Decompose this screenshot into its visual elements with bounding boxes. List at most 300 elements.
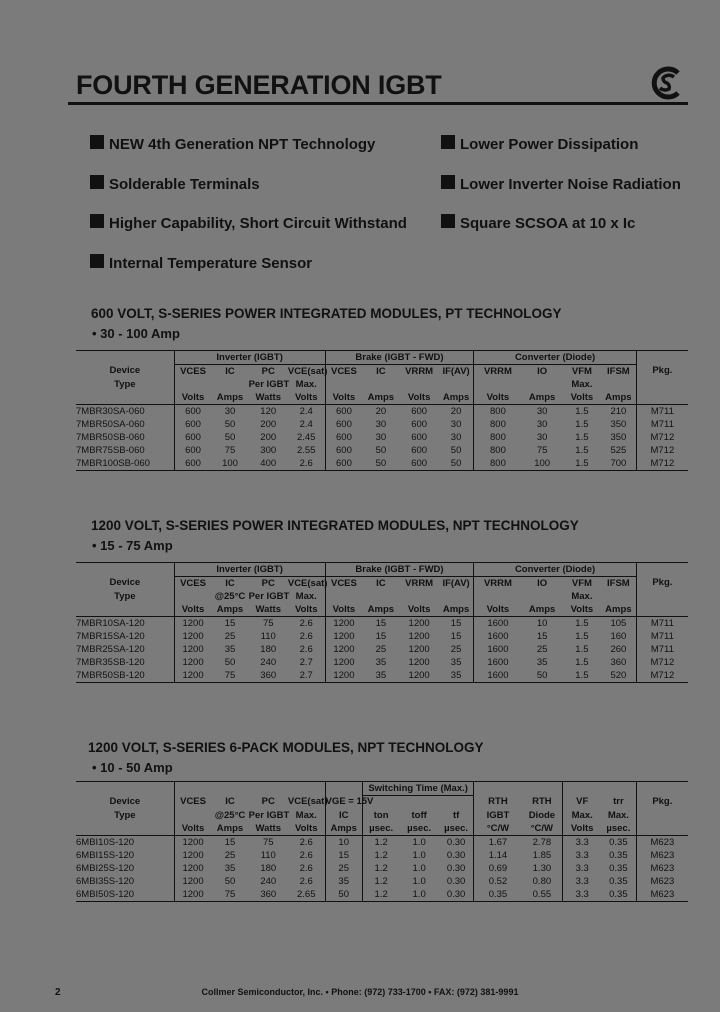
table-cell: 300 [260, 444, 277, 456]
table-cell: Amps [211, 822, 248, 836]
table-cell: 2.65 [288, 888, 325, 902]
table-row [76, 656, 688, 669]
table-cell [474, 378, 522, 391]
table-group-row [76, 351, 688, 365]
table-cell: µsec. [601, 822, 636, 836]
table-cell: M711 [636, 418, 688, 431]
table-cell: 110 [260, 630, 276, 642]
table-cell: 1.0 [412, 849, 426, 861]
table-cell: Amps [601, 391, 636, 405]
table-cell: 0.35 [609, 875, 628, 887]
table-cell: IC [376, 365, 386, 377]
title-rule [68, 102, 688, 105]
table-cell: Volts [399, 603, 438, 617]
table-cell: Max. [295, 590, 317, 602]
table-row [76, 457, 688, 471]
table-cell: 1200 [325, 630, 362, 643]
table-cell: 7MBR100SB-060 [76, 457, 174, 471]
table-cell: 1.2 [362, 888, 399, 902]
table-cell [211, 378, 248, 391]
section-title: 1200 VOLT, S-SERIES POWER INTEGRATED MODULES, NPT TECHNOLOGY [91, 518, 579, 533]
table-cell [362, 590, 399, 603]
table-cell: 0.35 [474, 888, 522, 902]
table-cell: IC [325, 809, 362, 822]
table-cell: 600 [174, 418, 211, 431]
table-cell: Type [114, 378, 136, 390]
table-header-row [76, 796, 688, 810]
table-cell: 1.67 [474, 836, 522, 850]
table-row [76, 836, 688, 850]
table-cell: Volts [325, 391, 362, 405]
table-cell [636, 782, 688, 796]
table-cell: 25 [224, 630, 236, 642]
table-cell: 600 [174, 444, 211, 457]
table-cell [521, 378, 562, 391]
table-cell: 400 [249, 457, 288, 471]
table-cell: 2.6 [299, 630, 313, 642]
table-cell [439, 378, 474, 391]
table-cell: Brake (IGBT - FWD) [325, 563, 474, 577]
table-cell: Converter (Diode) [474, 351, 636, 365]
feature-item: Higher Capability, Short Circuit Withstand [109, 215, 407, 232]
table-cell: 600 [411, 405, 428, 417]
table-cell: 6MBI50S-120 [76, 888, 174, 902]
table-cell: 2.6 [299, 862, 313, 874]
table-cell: M623 [636, 875, 688, 888]
table-cell: Per IGBT [248, 590, 290, 602]
table-header-row [76, 378, 688, 391]
table-cell [76, 603, 174, 617]
table-cell: 1600 [474, 656, 522, 669]
table-cell: 100 [211, 457, 248, 471]
data-table-6pack [76, 781, 688, 902]
table-row [76, 849, 688, 862]
table-cell: 75 [262, 617, 274, 629]
table-cell: Watts [249, 391, 288, 405]
table-cell [521, 590, 562, 603]
table-cell: VRRM [405, 365, 434, 377]
table-cell: M711 [636, 617, 688, 631]
table-cell: 20 [375, 405, 387, 417]
table-cell: 0.30 [446, 836, 466, 848]
table-cell: 2.6 [299, 617, 313, 629]
table-cell [325, 782, 362, 796]
table-cell: 1.2 [362, 849, 399, 862]
table-cell [76, 822, 174, 836]
table-cell: M623 [636, 849, 688, 862]
data-table-600v [76, 350, 688, 471]
table-cell: 0.35 [609, 836, 628, 848]
table-cell: M712 [636, 444, 688, 457]
table-cell: 50 [439, 457, 474, 471]
table-cell: 2.4 [299, 418, 313, 430]
table-cell: Volts [563, 822, 601, 836]
table-cell: M711 [636, 643, 688, 656]
page-number: 2 [55, 987, 61, 998]
table-cell: 1.14 [474, 849, 522, 862]
table-cell: 75 [536, 444, 548, 456]
table-cell: 1.5 [575, 656, 589, 668]
table-cell: 50 [325, 888, 362, 902]
table-cell: 30 [536, 431, 548, 443]
table-cell: 50 [224, 656, 236, 668]
table-cell: 3.3 [563, 836, 601, 850]
table-cell: 15 [450, 630, 462, 642]
table-row [76, 418, 688, 431]
table-cell: 600 [325, 457, 362, 471]
table-cell: 600 [399, 457, 438, 471]
table-cell [474, 590, 522, 603]
table-cell: 25 [325, 862, 362, 875]
table-cell: 1200 [325, 617, 362, 631]
table-cell: 1.5 [575, 418, 589, 430]
table-cell: IF(AV) [442, 577, 470, 589]
table-cell: 2.6 [288, 457, 325, 471]
table-cell: 30 [375, 431, 387, 443]
table-cell: 1200 [408, 617, 430, 629]
table-cell: 0.35 [601, 888, 636, 902]
section-range: • 30 - 100 Amp [92, 326, 180, 341]
table-cell: 120 [260, 405, 277, 417]
table-cell: 0.30 [446, 862, 466, 874]
table-cell: 800 [474, 457, 522, 471]
table-cell [439, 590, 474, 603]
table-cell: Pkg. [636, 365, 688, 379]
bullet-icon [441, 175, 455, 189]
table-cell: 0.69 [474, 862, 522, 875]
table-cell: Type [114, 590, 136, 602]
table-cell [76, 391, 174, 405]
table-cell: Volts [563, 391, 601, 405]
table-cell: VCES [325, 577, 362, 591]
table-cell: 7MBR25SA-120 [76, 643, 145, 655]
table-cell: 1.5 [575, 431, 589, 443]
table-cell: IO [537, 365, 548, 377]
table-cell: PC [261, 796, 275, 808]
table-cell: 30 [224, 405, 236, 417]
table-cell: 360 [610, 656, 627, 668]
table-cell [636, 590, 688, 603]
table-cell: µsec. [362, 822, 399, 836]
table-cell: 200 [260, 431, 277, 443]
table-cell: IF(AV) [442, 365, 470, 377]
table-cell: 2.55 [296, 444, 316, 456]
table-cell: M711 [636, 405, 688, 419]
table-cell [174, 590, 211, 603]
table-cell [636, 809, 688, 822]
table-cell: Per IGBT [248, 809, 290, 821]
section-range: • 10 - 50 Amp [92, 760, 173, 775]
table-cell: 2.6 [299, 836, 313, 848]
table-cell: 105 [610, 617, 627, 629]
table-cell: 1200 [325, 643, 362, 656]
table-cell: 35 [375, 656, 387, 668]
table-cell: 2.45 [296, 431, 316, 443]
table-cell: Volts [288, 391, 325, 405]
table-cell: 100 [521, 457, 562, 471]
table-cell: 600 [411, 431, 428, 443]
table-cell: 600 [325, 431, 362, 444]
table-cell: 360 [249, 669, 288, 683]
table-cell: 1.0 [412, 875, 426, 887]
table-cell: 7MBR50SB-120 [76, 669, 174, 683]
table-group-row [76, 563, 688, 577]
table-cell: 1600 [474, 669, 522, 683]
section-range: • 15 - 75 Amp [92, 538, 173, 553]
table-cell: Diode [528, 809, 556, 821]
table-cell: Device [109, 365, 141, 377]
table-cell: 1.5 [575, 405, 589, 417]
table-cell: 800 [474, 418, 522, 431]
table-row [76, 444, 688, 457]
table-cell: 15 [536, 630, 548, 642]
table-cell [399, 378, 438, 391]
feature-item: Solderable Terminals [109, 176, 260, 193]
table-cell: Amps [521, 391, 562, 405]
table-cell: 1.5 [563, 457, 601, 471]
table-cell: VCE(sat) [287, 365, 328, 377]
table-cell [439, 796, 474, 810]
table-cell: @25°C [214, 590, 246, 602]
table-cell: Volts [174, 603, 211, 617]
bullet-icon [90, 214, 104, 228]
table-cell: 75 [224, 444, 236, 456]
table-cell: 7MBR50SB-060 [76, 431, 145, 443]
table-cell: Device [109, 796, 141, 808]
table-cell: 1.2 [362, 862, 399, 875]
table-cell: VCES [174, 577, 211, 591]
table-row [76, 405, 688, 419]
table-cell: 15 [224, 617, 236, 629]
table-cell: 50 [362, 457, 399, 471]
table-cell: VRRM [405, 577, 434, 589]
table-cell: Per IGBT [248, 378, 290, 390]
table-cell [400, 796, 439, 810]
feature-item: NEW 4th Generation NPT Technology [109, 136, 376, 153]
table-cell: 30 [375, 418, 387, 430]
table-cell: 35 [224, 862, 236, 874]
table-cell: 2.6 [299, 849, 313, 861]
table-cell [249, 782, 288, 796]
table-cell [76, 351, 174, 365]
table-cell: VF [563, 796, 601, 810]
table-cell [636, 822, 688, 836]
table-header-row [76, 809, 688, 822]
feature-item: Lower Inverter Noise Radiation [460, 176, 681, 193]
table-cell [601, 590, 636, 603]
table-cell: 50 [224, 875, 236, 887]
table-cell [211, 782, 248, 796]
table-cell: 0.30 [446, 875, 466, 887]
table-cell: Volts [288, 603, 325, 617]
table-cell [474, 782, 522, 796]
table-cell: Pkg. [636, 796, 688, 810]
table-cell: Amps [439, 603, 474, 617]
table-header-row [76, 577, 688, 591]
table-cell: 1.2 [362, 875, 399, 888]
table-cell: Amps [362, 603, 399, 617]
table-cell: RTH [532, 796, 552, 808]
table-cell: 1.85 [532, 849, 552, 861]
table-cell: Max. [607, 809, 629, 821]
table-cell: 110 [260, 849, 276, 861]
table-cell: 1200 [325, 669, 362, 683]
logo-icon [648, 64, 686, 102]
table-cell: 350 [610, 418, 627, 430]
table-cell: 0.30 [439, 888, 474, 902]
table-cell: 30 [536, 418, 548, 430]
table-cell: 50 [224, 431, 236, 443]
table-cell: 1200 [174, 617, 211, 631]
table-cell [563, 782, 601, 796]
table-cell: M712 [636, 431, 688, 444]
table-cell: 1200 [174, 630, 211, 643]
table-cell: 0.35 [609, 862, 628, 874]
bullet-icon [90, 175, 104, 189]
table-cell: 1200 [174, 643, 211, 656]
table-cell: M623 [636, 862, 688, 875]
table-cell: 600 [411, 418, 428, 430]
table-cell: 30 [450, 431, 462, 443]
table-cell: 35 [362, 669, 399, 683]
table-cell: 800 [474, 405, 522, 419]
table-cell: 7MBR75SB-060 [76, 444, 145, 456]
table-cell: M623 [636, 888, 688, 902]
table-cell [174, 809, 211, 822]
table-cell: Max. [563, 809, 601, 822]
table-cell: VCES [174, 365, 211, 379]
table-cell: IC [376, 577, 386, 589]
table-cell: 200 [260, 418, 277, 430]
table-cell: 50 [521, 669, 562, 683]
table-cell: Amps [521, 603, 562, 617]
table-cell: IFSM [607, 577, 630, 589]
table-cell [399, 590, 438, 603]
table-cell: 1200 [408, 630, 430, 642]
feature-item: Square SCSOA at 10 x Ic [460, 215, 636, 232]
table-cell: tf [452, 809, 460, 821]
table-header-row [76, 822, 688, 836]
feature-item: Internal Temperature Sensor [109, 255, 313, 272]
table-cell: 1.5 [575, 444, 589, 456]
table-cell: VCE(sat) [287, 577, 328, 589]
table-cell: 75 [262, 836, 274, 848]
bullet-icon [90, 135, 104, 149]
data-table-1200v [76, 562, 688, 683]
table-cell: 3.3 [563, 862, 601, 875]
table-cell: VFM [571, 365, 592, 377]
table-cell: 240 [260, 875, 277, 887]
table-cell: 10 [325, 836, 362, 850]
table-cell: 520 [601, 669, 636, 683]
table-cell [521, 782, 562, 796]
table-cell: Max. [295, 809, 317, 821]
table-cell: Volts [563, 603, 601, 617]
table-cell: Switching Time (Max.) [362, 782, 474, 796]
table-cell: 0.52 [474, 875, 522, 888]
table-cell: 15 [375, 630, 387, 642]
table-cell: @25°C [214, 809, 246, 821]
table-cell: IC [225, 796, 235, 808]
table-cell: 7MBR15SA-120 [76, 630, 145, 642]
table-cell: Max. [571, 590, 593, 602]
table-group-row [76, 782, 688, 796]
table-cell [636, 378, 688, 391]
table-cell: 1200 [174, 875, 211, 888]
table-cell: 35 [325, 875, 362, 888]
table-cell: 35 [439, 669, 474, 683]
table-cell: 6MBI10S-120 [76, 836, 135, 848]
table-cell [174, 378, 211, 391]
table-cell: IGBT [474, 809, 522, 822]
table-cell: 160 [610, 630, 627, 642]
table-cell: 7MBR30SA-060 [76, 405, 145, 417]
table-cell: 180 [260, 862, 277, 874]
table-cell: 350 [610, 431, 627, 443]
table-cell: 1200 [174, 862, 211, 875]
table-cell: PC [261, 365, 275, 377]
table-cell: 0.35 [609, 849, 628, 861]
table-cell: Amps [325, 822, 362, 836]
table-row [76, 669, 688, 683]
table-cell: 210 [610, 405, 627, 417]
table-cell: Volts [474, 391, 522, 405]
table-cell: 0.55 [521, 888, 562, 902]
table-cell: Volts [325, 603, 362, 617]
table-cell: 360 [249, 888, 288, 902]
table-cell [76, 563, 174, 577]
table-cell: 35 [536, 656, 548, 668]
table-cell: M623 [636, 836, 688, 850]
table-row [76, 630, 688, 643]
table-cell [636, 603, 688, 617]
table-cell: 1200 [174, 669, 211, 683]
table-cell: trr [613, 796, 624, 808]
table-row [76, 875, 688, 888]
table-cell: Pkg. [636, 577, 688, 591]
table-cell: 600 [174, 431, 211, 444]
table-cell: 260 [610, 643, 627, 655]
table-cell: 1.5 [575, 630, 589, 642]
table-row [76, 617, 688, 631]
table-cell: Watts [249, 603, 288, 617]
table-cell: Converter (Diode) [474, 563, 636, 577]
table-cell: 240 [260, 656, 277, 668]
table-cell: 1600 [474, 643, 522, 656]
table-row [76, 862, 688, 875]
table-cell: 75 [211, 669, 248, 683]
table-header-row [76, 590, 688, 603]
table-cell: 25 [224, 849, 236, 861]
table-cell: 15 [224, 836, 236, 848]
table-cell: 50 [450, 444, 462, 456]
table-cell: 1200 [174, 656, 211, 669]
bullet-icon [90, 254, 104, 268]
table-cell: Max. [295, 378, 317, 390]
table-header-row [76, 603, 688, 617]
table-row [76, 888, 688, 902]
table-cell: 2.6 [299, 875, 313, 887]
table-cell: Volts [474, 603, 522, 617]
table-cell: 20 [450, 405, 462, 417]
table-cell: VFM [571, 577, 592, 589]
table-cell [174, 782, 211, 796]
table-cell: 25 [375, 643, 387, 655]
table-cell: Amps [211, 391, 248, 405]
table-cell: 15 [450, 617, 462, 629]
table-cell: IC [225, 365, 235, 377]
table-cell: IC [225, 577, 235, 589]
